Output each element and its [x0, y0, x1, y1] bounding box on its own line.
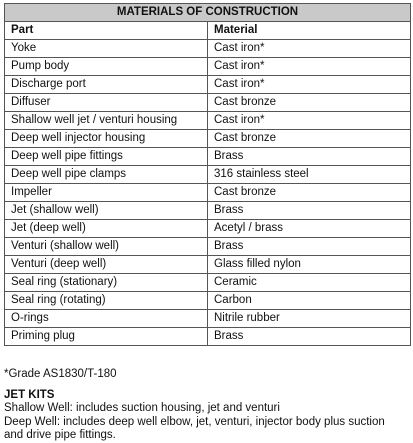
table-row — [5, 238, 411, 256]
material-cell: Brass — [208, 148, 411, 166]
material-cell: Cast bronze — [208, 130, 411, 148]
part-cell: Seal ring (stationary) — [5, 274, 208, 292]
part-cell: Deep well pipe fittings — [5, 148, 208, 166]
table-row — [5, 292, 411, 310]
part-cell: Venturi (deep well) — [5, 256, 208, 274]
table-body — [5, 40, 411, 346]
jet-kits-line: and drive pipe fittings. — [4, 429, 116, 441]
table-row — [5, 220, 411, 238]
material-cell: Carbon — [208, 292, 411, 310]
jet-kits-line: Deep Well: includes deep well elbow, jet, venturi, injector body plus suction — [4, 415, 385, 428]
material-cell: Nitrile rubber — [208, 310, 411, 328]
material-cell: Cast bronze — [208, 184, 411, 202]
column-header-material: Material — [208, 22, 411, 40]
material-cell: Acetyl / brass — [208, 220, 411, 238]
column-header-part: Part — [5, 22, 208, 40]
material-cell: Cast bronze — [208, 94, 411, 112]
table-row — [5, 58, 411, 76]
table-title-row — [5, 4, 411, 22]
table-row — [5, 148, 411, 166]
material-cell: Cast iron* — [208, 112, 411, 130]
material-cell: Ceramic — [208, 274, 411, 292]
table-row — [5, 40, 411, 58]
materials-table — [4, 3, 411, 346]
part-cell: Seal ring (rotating) — [5, 292, 208, 310]
material-cell: 316 stainless steel — [208, 166, 411, 184]
table-row — [5, 130, 411, 148]
part-cell: Deep well injector housing — [5, 130, 208, 148]
material-cell: Brass — [208, 202, 411, 220]
part-cell: Priming plug — [5, 328, 208, 346]
table-row — [5, 184, 411, 202]
part-cell: Impeller — [5, 184, 208, 202]
part-cell: Diffuser — [5, 94, 208, 112]
table-row — [5, 328, 411, 346]
part-cell: Venturi (shallow well) — [5, 238, 208, 256]
table-row — [5, 256, 411, 274]
table-row — [5, 112, 411, 130]
jet-kits-line: Shallow Well: includes suction housing, jet and venturi — [4, 402, 280, 414]
table-row — [5, 310, 411, 328]
part-cell: O-rings — [5, 310, 208, 328]
part-cell: Discharge port — [5, 76, 208, 94]
table-row — [5, 274, 411, 292]
part-cell: Jet (deep well) — [5, 220, 208, 238]
jet-kits-description — [4, 402, 410, 443]
table-row — [5, 202, 411, 220]
table-row — [5, 94, 411, 112]
jet-kits-heading: JET KITS — [4, 389, 55, 401]
table-header-row — [5, 22, 411, 40]
table-row — [5, 166, 411, 184]
material-cell: Glass filled nylon — [208, 256, 411, 274]
material-cell: Brass — [208, 328, 411, 346]
material-cell: Brass — [208, 238, 411, 256]
part-cell: Shallow well jet / venturi housing — [5, 112, 208, 130]
part-cell: Deep well pipe clamps — [5, 166, 208, 184]
table-row — [5, 76, 411, 94]
part-cell: Pump body — [5, 58, 208, 76]
material-cell: Cast iron* — [208, 40, 411, 58]
table-title: MATERIALS OF CONSTRUCTION — [5, 4, 411, 22]
material-cell: Cast iron* — [208, 76, 411, 94]
part-cell: Yoke — [5, 40, 208, 58]
grade-footnote: *Grade AS1830/T-180 — [4, 368, 117, 380]
material-cell: Cast iron* — [208, 58, 411, 76]
part-cell: Jet (shallow well) — [5, 202, 208, 220]
